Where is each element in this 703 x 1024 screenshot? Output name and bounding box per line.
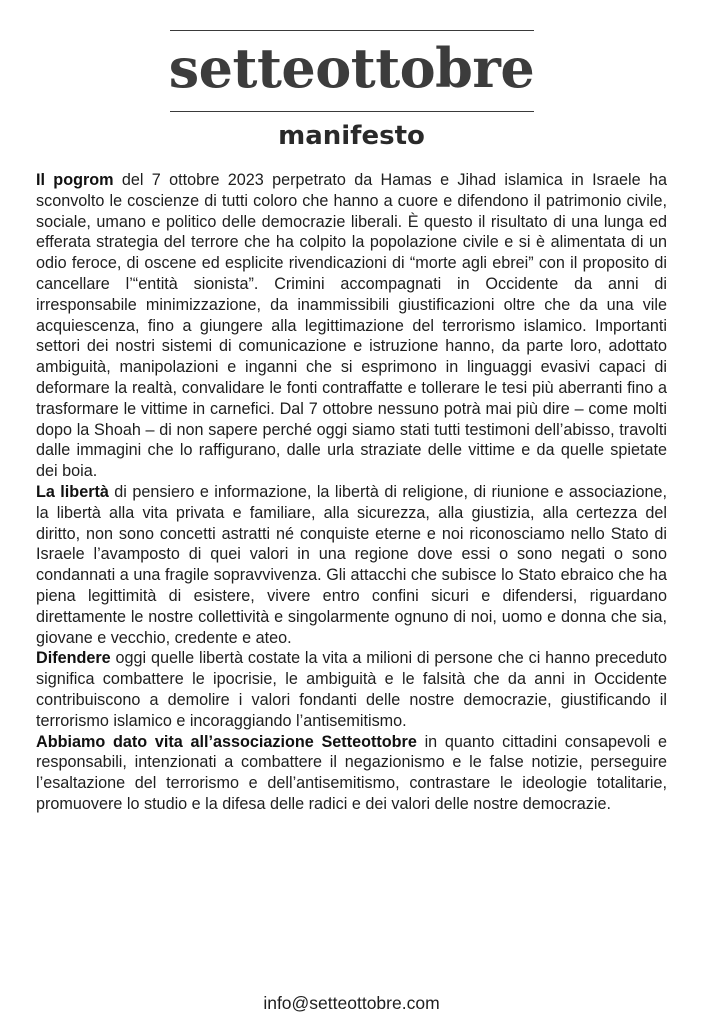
paragraph-text: di pensiero e informazione, la libertà di religione, di riunione e associazione, la libertà alla vita privata e familiare, alla sicurezza, alla giustizia, alla certezza del diritto, non sono concetti astratti né conquiste eterne e noi riconosciamo nello Stato di Israele l’avamposto di quei valori in una regione dove essi o sono negati o sono condannati a una fragile sopravvivenza. Gli attacchi che subisce lo Stato ebraico che ha piena legittimità di esistere, vivere entro confini sicuri e difendersi, riguardano direttamente le nostre collettività e singolarmente ognuno di noi, uomo e donna che sia, giovane e vecchio, credente e ateo. xyxy=(36,482,667,647)
header-bottom-rule xyxy=(170,111,534,112)
paragraph-text: oggi quelle libertà costate la vita a milioni di persone che ci hanno preceduto significa combattere le ipocrisie, le ambiguità e le falsità che da anni in Occidente contribuiscono a demolire i valori fondanti delle nostre democrazie, giustificando il terrorismo islamico e incoraggiando l’antisemitismo. xyxy=(36,649,667,730)
paragraph-liberta xyxy=(36,482,667,648)
paragraph-difendere xyxy=(36,648,667,731)
paragraph-text: in quanto cittadini consapevoli e responsabili, intenzionati a combattere il negazionismo e le false notizie, perseguire l’esaltazione del terrorismo e dell’antisemitismo, contrastare le ideologie totalitarie, promuovere lo studio e la difesa delle radici e dei valori delle nostre democrazie. xyxy=(36,732,667,813)
brand-title: setteottobre xyxy=(168,36,535,100)
paragraph-lead: Il pogrom xyxy=(36,171,114,189)
paragraph-text: del 7 ottobre 2023 perpetrato da Hamas e Jihad islamica in Israele ha sconvolto le coscienze di tutti coloro che hanno a cuore e difendono il patrimonio civile, sociale, umano e politico delle democrazie liberali. È questo il risultato di una lunga ed efferata strategia del terrore che ha colpito la popolazione civile e si è alimentata di un odio feroce, di oscene ed esplicite rivendicazioni di “morte agli ebrei” con il proposito di cancellare l’“entità sionista”. Crimini accompagnati in Occidente da anni di irresponsabile minimizzazione, da inammissibili giustificazioni oltre che da una vile acquiescenza, fino a giungere alla legittimazione del terrorismo islamico. Importanti settori dei nostri sistemi di comunicazione e istruzione hanno, da parte loro, adottato ambiguità, manipolazioni e inganni che si esprimono in linguaggi evasivi capaci di deformare la realtà, convalidare le fonti contraffatte e tollerare le tesi più aberranti fino a trasformare le vittime in carnefici. Dal 7 ottobre nessuno potrà mai più dire – come molti dopo la Shoah – di non sapere perché oggi siamo stati tutti testimoni dell’abisso, travolti dalle immagini che lo raffigurano, dalle urla straziate delle vittime e da quelle spietate dei boia. xyxy=(36,171,667,481)
paragraph-associazione xyxy=(36,732,667,815)
page-subtitle: manifesto xyxy=(278,121,425,151)
manifesto-body xyxy=(36,170,667,815)
paragraph-pogrom xyxy=(36,170,667,482)
paragraph-lead: Abbiamo dato vita all’associazione Setteottobre xyxy=(36,732,417,751)
paragraph-lead: La libertà xyxy=(36,482,109,501)
header-top-rule xyxy=(170,30,534,31)
contact-email-link[interactable]: info@setteottobre.com xyxy=(263,993,440,1013)
paragraph-lead: Difendere xyxy=(36,649,111,668)
